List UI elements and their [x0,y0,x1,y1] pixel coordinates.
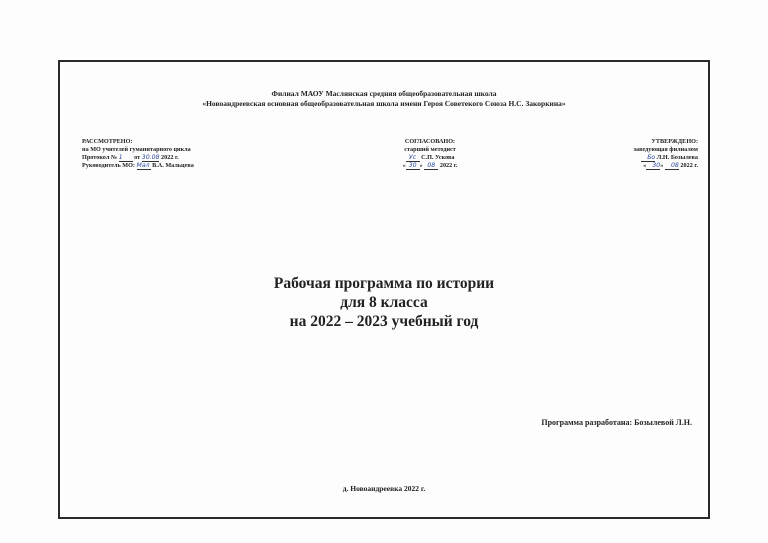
program-title [60,274,708,331]
signature-blank [137,162,151,170]
handwritten-signature: Ус [408,154,417,161]
month-blank [424,162,438,170]
stamp-line [82,154,194,162]
protocol-number-blank [119,154,133,162]
stamp-line [634,162,698,170]
approval-stamp-approved [634,138,698,170]
stamp-line [634,154,698,162]
quote-close: » [660,162,664,169]
date-value: 30.08 [141,154,160,161]
program-developer: Программа разработана: Бозылевой Л.Н. [541,418,692,427]
year-text: 2022 г. [439,162,458,169]
quote-open: « [402,162,406,169]
day-blank [406,162,420,170]
year-text: 2022 г. [680,162,698,169]
head-label: Руководитель МО: [82,162,135,169]
stamp-line: на МО учителей гуманитарного цикла [82,146,191,153]
protocol-number: 1 [118,154,123,161]
date-blank [142,154,160,162]
title-line-2: для 8 класса [340,294,428,311]
title-line-1: Рабочая программа по истории [273,275,495,292]
signature-blank [406,154,420,162]
month-blank [665,162,679,170]
header-line-1: Филиал МАОУ Маслянская средняя общеобразовательная школа [271,89,497,98]
stamp-title: СОГЛАСОВАНО: [404,138,456,145]
signature-blank [641,154,655,162]
quote-close: » [419,162,423,169]
day-value: 30 [408,162,417,169]
day-blank [646,162,660,170]
protocol-label: Протокол № [82,154,118,161]
stamp-line [360,162,500,170]
approval-stamp-considered [82,138,194,170]
handwritten-signature: Бо [647,154,656,161]
month-value: 08 [670,162,679,169]
header-line-2: «Новоандреевская основная общеобразовательная школа имени Героя Советекого Союза Н.С. Закоркина» [202,99,566,108]
approval-stamp-agreed [360,138,500,170]
stamp-line: заведующая филиалом [633,146,698,153]
head-name: В.А. Мальцева [152,162,194,169]
stamp-title: РАССМОТРЕНО: [82,138,133,145]
handwritten-signature: Мал [136,162,150,169]
stamp-line: старший методист [404,146,456,153]
city-year-footer: д. Новоандреевка 2022 г. [342,484,426,493]
title-line-3: на 2022 – 2023 учебный год [289,313,479,330]
stamp-line [360,154,500,162]
document-frame [58,60,710,519]
year-text: 2022 г. [161,154,179,161]
director-name: Л.Н. Бозылева [656,154,698,161]
date-label: от [134,154,141,161]
school-header [60,89,708,109]
methodist-name: С.П. Ускова [421,154,455,161]
stamp-line [82,162,194,170]
month-value: 08 [427,162,436,169]
stamp-title: УТВЕРЖДЕНО: [651,138,698,145]
day-value: 30 [652,162,661,169]
quote-open: « [643,162,647,169]
